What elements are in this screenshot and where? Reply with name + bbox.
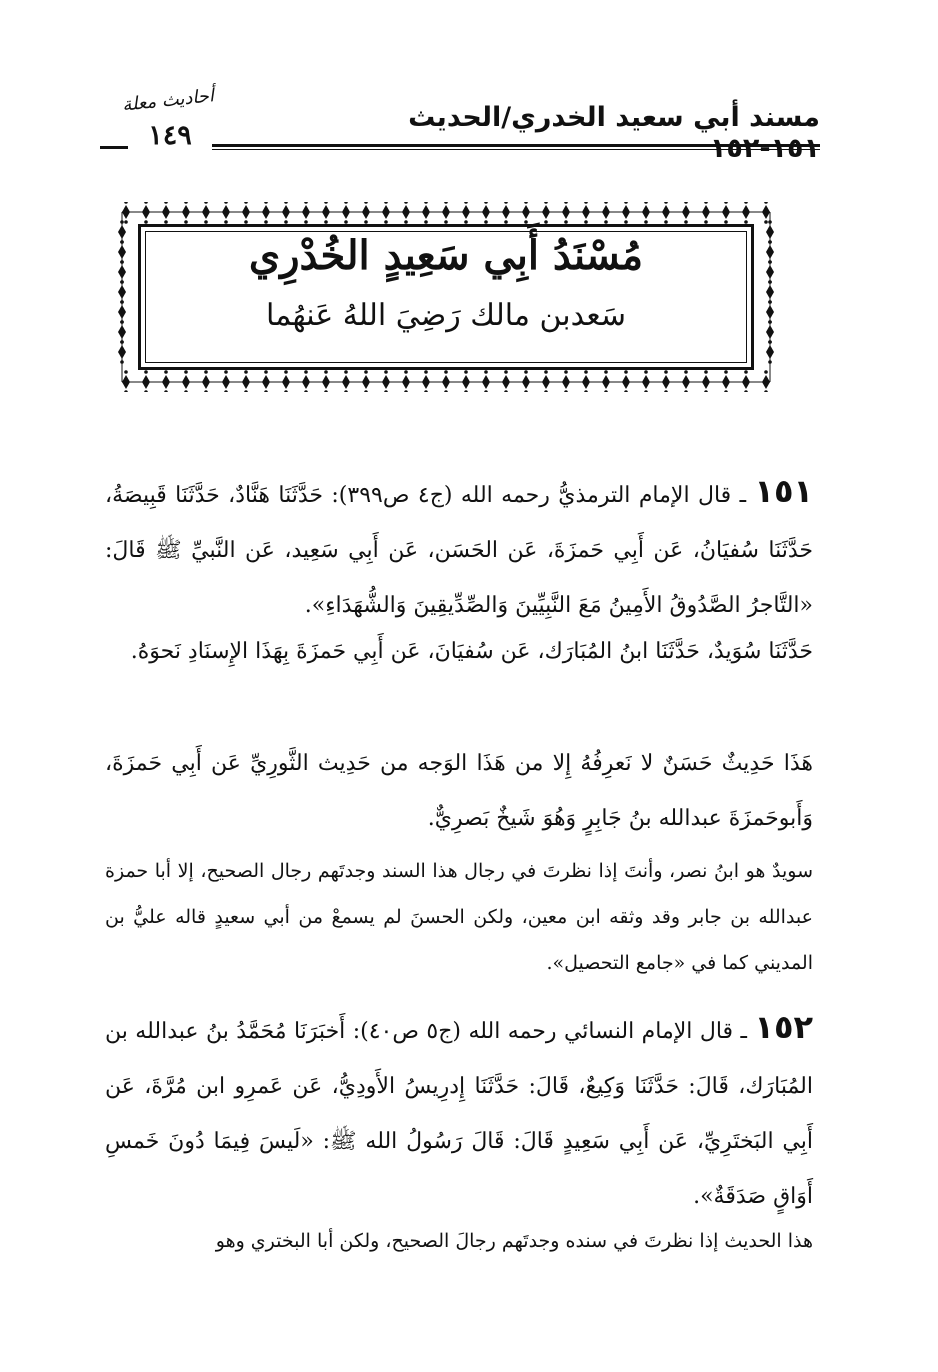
section-subtitle: سَعدبن مالك رَضِيَ اللهُ عَنهُما <box>265 298 627 333</box>
hadith-151-paragraph <box>105 464 813 633</box>
hadith-number: ١٥٢ <box>754 1008 813 1046</box>
hadith-151-chain: حَدَّثَنَا سُوَيدٌ، حَدَّثَنَا ابنُ المُبَارَك، عَن سُفيَانَ، عَن أَبِي حَمزَةَ بِهَذَا الإِسنَادِ نَحوَهُ. <box>130 639 813 664</box>
page-number: ١٤٩ <box>148 120 192 151</box>
header-rule <box>212 144 820 150</box>
hadith-dash: ـ <box>733 1019 755 1044</box>
page-number-dash <box>100 146 128 149</box>
hadith-152-note: هذا الحديث إذا نظرتَ في سنده وجدتَهم رجالَ الصحيح، ولكن أبا البختري وهو <box>215 1230 813 1252</box>
handwritten-note: أحاديث معلة <box>121 85 215 116</box>
hadith-text: قال الإمام النسائي رحمه الله (ج٥ ص٤٠): أَخبَرَنَا مُحَمَّدُ بنُ عبدالله بن المُبَارَك، قَالَ: حَدَّثَنَا وَكِيعٌ، قَالَ: حَدَّثَنَا إِدرِيسُ الأَودِيُّ، عَن عَمرِو ابن مُرَّةَ، عَن أَبِي البَختَرِيِّ، عَن أَبِي سَعِيدٍ قَالَ: قَالَ رَسُولُ الله ﷺ: «لَيسَ فِيمَا دُونَ خَمسِ أَوَاقٍ صَدَقَةٌ». <box>105 1019 813 1209</box>
hadith-number: ١٥١ <box>754 472 814 510</box>
title-frame <box>112 202 780 392</box>
hadith-text: قال الإمام الترمذيُّ رحمه الله (ج٤ ص٣٩٩): حَدَّثَنَا هَنَّادٌ، حَدَّثَنَا قَبِيصَةُ، حَدَّثَنَا سُفيَانُ، عَن أَبِي حَمزَةَ، عَن الحَسَن، عَن أَبِي سَعِيد، عَن النَّبيِّ ﷺ قَالَ: «التَّاجرُ الصَّدُوقُ الأَمِينُ مَعَ النَّبِيِّينَ وَالصِّدِّيقِينَ وَالشُّهَدَاءِ». <box>105 483 813 618</box>
section-title: مُسْنَدُ أَبِي سَعِيدٍ الخُدْرِي <box>248 232 644 279</box>
hadith-151-comment: هَذَا حَدِيثٌ حَسَنٌ لا نَعرِفُهُ إِلا من هَذَا الوَجه من حَدِيث الثَّورِيِّ عَن أَبِي حَمزَةَ، وَأَبوحَمزَةَ عبدالله بنُ جَابِرٍ وَهُوَ شَيخٌ بَصرِيٌّ. <box>105 751 813 831</box>
running-header-title: مسند أبي سعيد الخدري/الحديث ١٥١-١٥٢ <box>408 102 820 164</box>
hadith-152-paragraph <box>105 1000 813 1224</box>
hadith-151-note: سويدٌ هو ابنُ نصر، وأنتَ إذا نظرتَ في رجال هذا السند وجدتَهم رجال الصحيح، إلا أبا حمزة عبدالله بن جابر وقد وثقه ابن معين، ولكن الحسنَ لم يسمعْ من أبي سعيدٍ قاله عليُّ بن المديني كما في «جامع التحصيل». <box>105 860 813 974</box>
hadith-dash: ـ <box>731 483 755 508</box>
